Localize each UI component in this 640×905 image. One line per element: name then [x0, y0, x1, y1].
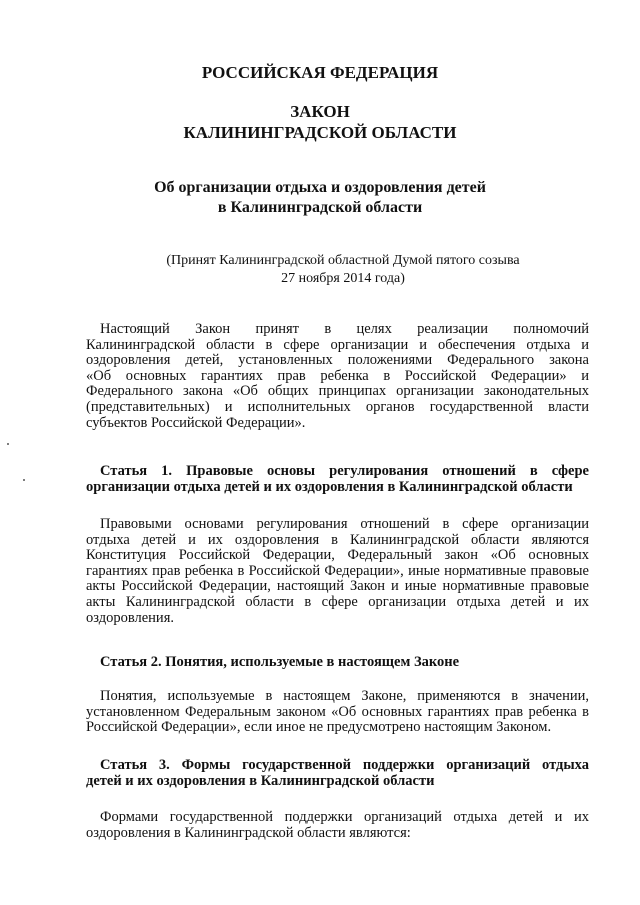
article-2-body-line: Понятия, используемые в настоящем Законе, применяются в значении,: [100, 688, 589, 704]
article-3-body: [86, 810, 589, 841]
preamble-line: «Об основных гарантиях прав ребенка в Российской Федерации» и: [86, 367, 589, 384]
adoption-note-line-1: (Принят Калининградской областной Думой пятого созыва: [166, 253, 520, 268]
article-1-body: [86, 517, 589, 626]
article-2-body-line: установленном Федеральным законом «Об основных гарантиях прав ребенка в: [86, 703, 589, 720]
article-1-heading: [86, 464, 589, 495]
article-2-body-line: Российской Федерации», если иное не предусмотрено настоящим Законом.: [86, 719, 552, 736]
preamble-line: Калининградской области в сфере организации и обеспечения отдыха и: [86, 336, 589, 353]
article-3-heading: [86, 758, 589, 789]
article-1-body-line: гарантиях прав ребенка в Российской Федерации», иные нормативные правовые: [86, 562, 589, 579]
article-1-body-line: оздоровления.: [86, 609, 174, 626]
scan-speck: [7, 443, 9, 445]
article-2-body: [86, 689, 589, 736]
article-1-body-line: Конституция Российской Федерации, Федеральный закон «Об основных: [86, 547, 589, 564]
article-3-heading-line: Статья 3. Формы государственной поддержки организаций отдыха: [100, 757, 589, 773]
article-1-body-line: акты Российской Федерации, настоящий Закон и иные нормативные правовые: [86, 578, 589, 595]
preamble-line: (представительных) и исполнительных органов государственной власти: [86, 398, 589, 415]
law-title-line-2: в Калининградской области: [217, 199, 423, 216]
article-3-body-line: Формами государственной поддержки организаций отдыха детей и их: [100, 809, 589, 825]
preamble-line: оздоровления детей, установленных положениями Федерального закона: [86, 352, 589, 369]
article-2-heading: [86, 655, 589, 671]
preamble-line: Настоящий Закон принят в целях реализации полномочий: [100, 321, 589, 337]
article-1-heading-line: организации отдыха детей и их оздоровления в Калининградской области: [86, 478, 573, 495]
country-heading: РОССИЙСКАЯ ФЕДЕРАЦИЯ: [201, 63, 439, 82]
article-3-body-line: оздоровления в Калининградской области являются:: [86, 824, 411, 841]
article-1-body-line: акты Калининградской области в сфере организации отдыха детей и их: [86, 593, 589, 610]
article-1-body-line: Правовыми основами регулирования отношений в сфере организации: [100, 516, 589, 532]
preamble-line: Федерального закона «Об общих принципах организации законодательных: [86, 383, 589, 400]
preamble-paragraph: [86, 322, 589, 431]
region-heading: КАЛИНИНГРАДСКОЙ ОБЛАСТИ: [183, 123, 457, 142]
preamble-line: субъектов Российской Федерации».: [86, 414, 306, 431]
law-title-line-1: Об организации отдыха и оздоровления детей: [154, 179, 486, 196]
doc-type-heading: ЗАКОН: [290, 102, 350, 121]
article-3-heading-line: детей и их оздоровления в Калининградской области: [86, 772, 435, 789]
article-2-heading-line: Статья 2. Понятия, используемые в настоящем Законе: [100, 654, 460, 670]
article-1-body-line: отдыха детей и их оздоровления в Калининградской области являются: [86, 531, 589, 548]
article-1-heading-line: Статья 1. Правовые основы регулирования отношений в сфере: [100, 463, 589, 479]
adoption-note-line-2: 27 ноября 2014 года): [281, 271, 405, 286]
scan-speck: [23, 479, 25, 481]
